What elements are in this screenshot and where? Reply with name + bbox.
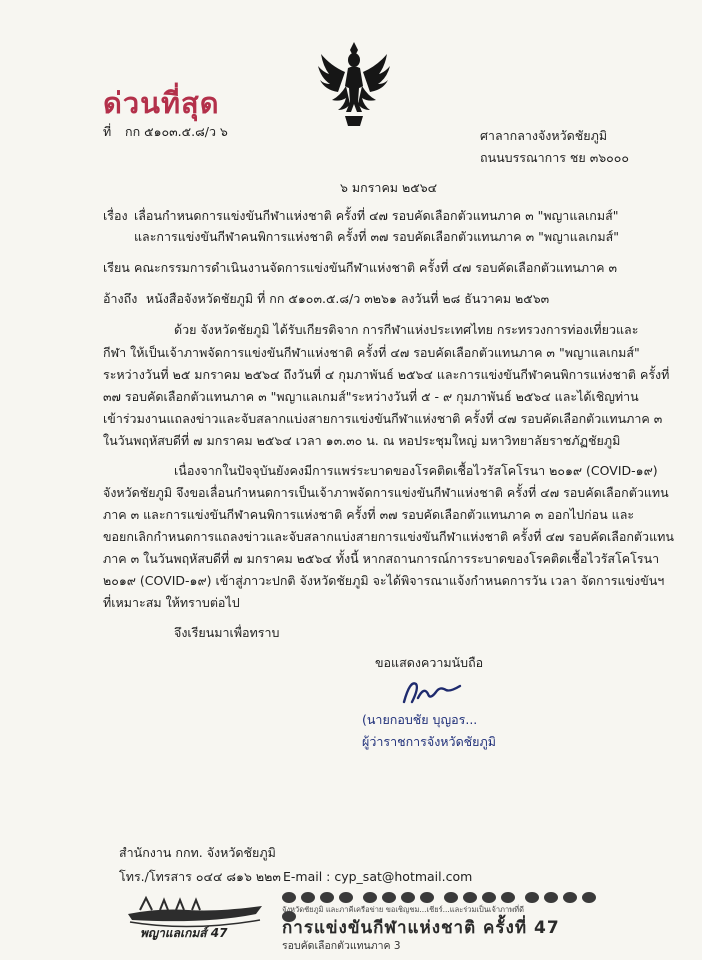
closing-regards: ขอแสดงความนับถือ	[375, 655, 484, 670]
para1-line: ระหว่างวันที่ ๒๕ มกราคม ๒๕๖๔ ถึงวันที่ ๔ กุมภาพันธ์ ๒๕๖๔ และการแข่งขันกีฬาคนพิการแห่งชาติ ครั้งที่	[103, 367, 670, 382]
para2-line: ภาค ๓ ในวันพฤหัสบดีที่ ๗ มกราคม ๒๕๖๔ ทั้งนี้ หากสถานการณ์การระบาดของโรคติดเชื้อไวรัสโคโรนา	[103, 551, 660, 566]
reference-text: หนังสือจังหวัดชัยภูมิ ที่ กก ๕๑๐๓.๕.๘/ว ๓๒๖๑ ลงวันที่ ๒๘ ธันวาคม ๒๕๖๓	[146, 291, 550, 306]
para2-line: ที่เหมาะสม ให้ทราบต่อไป	[103, 595, 240, 610]
garuda-emblem-icon	[315, 38, 393, 130]
signature-icon	[398, 672, 468, 708]
subject-line-2: และการแข่งขันกีฬาคนพิการแห่งชาติ ครั้งที่ ๓๗ รอบคัดเลือกตัวแทนภาค ๓ "พญาแลเกมส์"	[134, 229, 619, 244]
para2-line: เนื่องจากในปัจจุบันยังคงมีการแพร่ระบาดของโรคติดเชื้อไวรัสโคโรนา ๒๐๑๙ (COVID-๑๙)	[174, 463, 658, 478]
para2-line: ๒๐๑๙ (COVID-๑๙) เข้าสู่ภาวะปกติ จังหวัดชัยภูมิ จะได้พิจารณาแจ้งกำหนดการวัน เวลา จัดการแข่งขันฯ	[103, 573, 665, 588]
para2-line: ภาค ๓ และการแข่งขันกีฬาคนพิการแห่งชาติ ครั้งที่ ๓๗ รอบคัดเลือกตัวแทนภาค ๓ ออกไปก่อน และ	[103, 507, 635, 522]
para1-line: เข้าร่วมงานแถลงข่าวและจับสลากแบ่งสายการแข่งขันกีฬาแห่งชาติ ครั้งที่ ๔๗ รอบคัดเลือกตัวแทนภาค ๓	[103, 411, 663, 426]
para2-line: จังหวัดชัยภูมิ จึงขอเลื่อนกำหนดการเป็นเจ้าภาพจัดการแข่งขันกีฬาแห่งชาติ ครั้งที่ ๔๗ รอบคัดเลือกตัวแทน	[103, 485, 669, 500]
letter-date: ๖ มกราคม ๒๕๖๔	[340, 180, 438, 195]
partner-logos	[282, 888, 622, 902]
footer-office: สำนักงาน กกท. จังหวัดชัยภูมิ	[119, 845, 276, 860]
para1-line: กีฬา ให้เป็นเจ้าภาพจัดการแข่งขันกีฬาแห่งชาติ ครั้งที่ ๔๗ รอบคัดเลือกตัวแทนภาค ๓ "พญาแลเกมส์"	[103, 345, 640, 360]
closing-purpose: จึงเรียนมาเพื่อทราบ	[174, 625, 280, 640]
footer-banner-sub: รอบคัดเลือกตัวแทนภาค 3	[282, 940, 401, 952]
para1-line: ด้วย จังหวัดชัยภูมิ ได้รับเกียรติจาก การกีฬาแห่งประเทศไทย กระทรวงการท่องเที่ยวและ	[174, 322, 639, 337]
doc-number: กก ๕๑๐๓.๕.๘/ว ๖	[125, 124, 228, 139]
to-label: เรียน	[103, 260, 130, 275]
reference-label: อ้างถึง	[103, 291, 138, 306]
urgent-stamp: ด่วนที่สุด	[103, 86, 220, 120]
para1-line: ๓๗ รอบคัดเลือกตัวแทนภาค ๓ "พญาแลเกมส์"ระหว่างวันที่ ๕ - ๙ กุมภาพันธ์ ๒๕๖๔ และได้เชิญท่าน	[103, 389, 639, 404]
games-logo-text: พญาแลเกมส์ 47	[140, 926, 228, 940]
para2-line: ขอยกเลิกกำหนดการแถลงข่าวและจับสลากแบ่งสายการแข่งขันกีฬาแห่งชาติ ครั้งที่ ๔๗ รอบคัดเลือกตัวแทน	[103, 529, 674, 544]
subject-line-1: เลื่อนกำหนดการแข่งขันกีฬาแห่งชาติ ครั้งที่ ๔๗ รอบคัดเลือกตัวแทนภาค ๓ "พญาแลเกมส์"	[134, 208, 619, 223]
sender-address: ถนนบรรณาการ ชย ๓๖๐๐๐	[480, 150, 630, 165]
sender-office: ศาลากลางจังหวัดชัยภูมิ	[480, 128, 608, 143]
subject-label: เรื่อง	[103, 208, 128, 223]
footer-banner-title: การแข่งขันกีฬาแห่งชาติ ครั้งที่ 47	[282, 918, 560, 938]
para1-line: ในวันพฤหัสบดีที่ ๗ มกราคม ๒๕๖๔ เวลา ๑๓.๓๐ น. ณ หอประชุมใหญ่ มหาวิทยาลัยราชภัฏชัยภูมิ	[103, 433, 621, 448]
footer-phone: โทร./โทรสาร ๐๔๔ ๘๑๖ ๒๒๓	[119, 869, 281, 884]
doc-number-label: ที่	[103, 124, 112, 139]
to-text: คณะกรรมการดำเนินงานจัดการแข่งขันกีฬาแห่งชาติ ครั้งที่ ๔๗ รอบคัดเลือกตัวแทนภาค ๓	[134, 260, 618, 275]
footer-email: E-mail : cyp_sat@hotmail.com	[283, 869, 473, 884]
footer-slogan: จังหวัดชัยภูมิ และภาคีเครือข่าย ขอเชิญชม...เชียร์...และร่วมเป็นเจ้าภาพที่ดี	[282, 905, 524, 914]
signer-title: ผู้ว่าราชการจังหวัดชัยภูมิ	[362, 734, 496, 749]
signer-name: (นายกอบชัย บุญอร...	[362, 712, 478, 727]
